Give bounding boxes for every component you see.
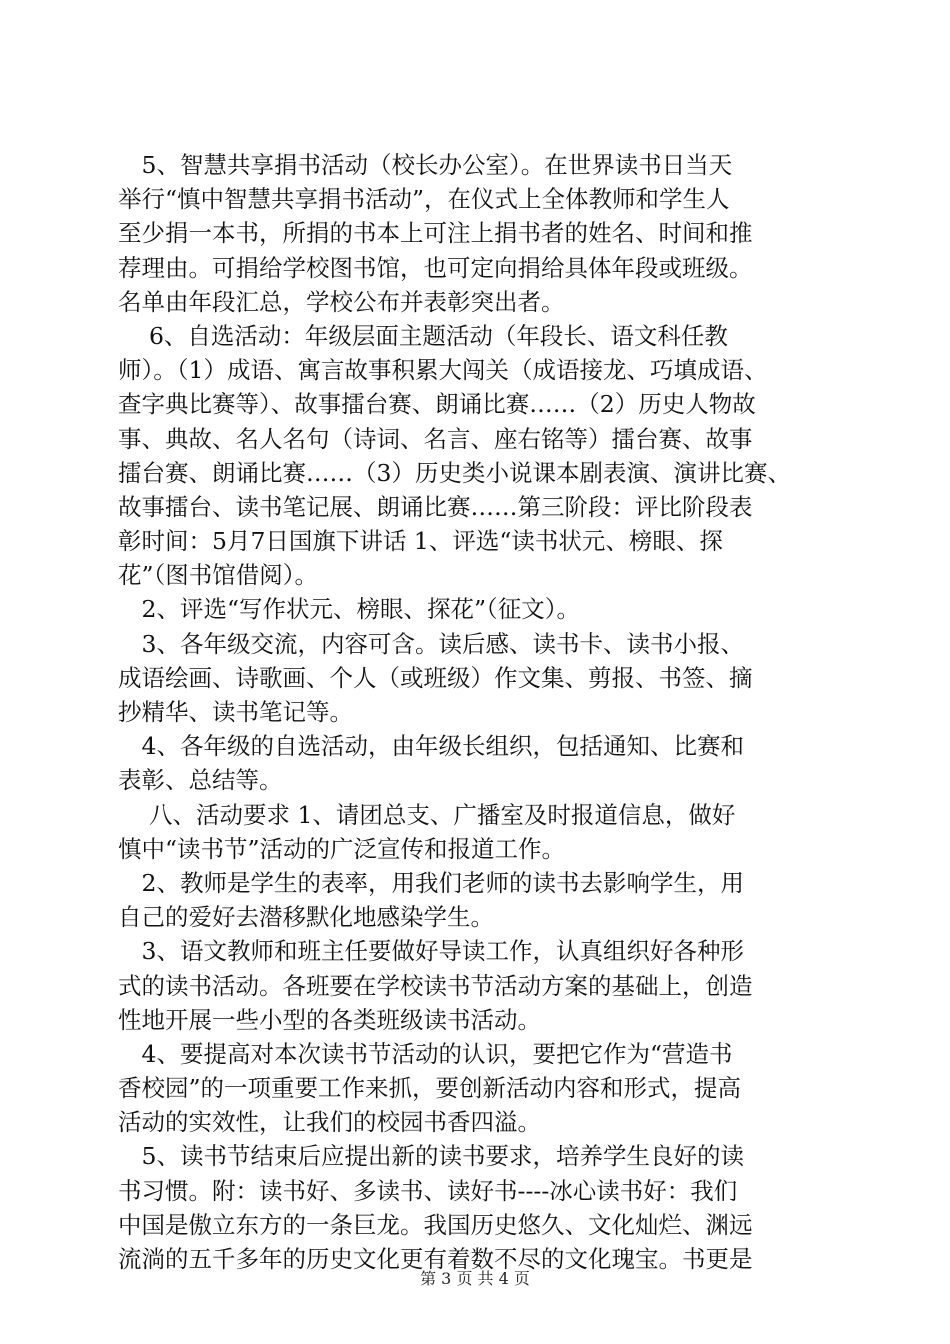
text-line: 师）。（1）成语、寓言故事积累大闯关（成语接龙、巧填成语、	[118, 356, 768, 385]
text-line: 表彰、总结等。	[118, 766, 283, 795]
text-line: 式的读书活动。各班要在学校读书节活动方案的基础上，创造	[118, 971, 753, 1000]
text-line: 2、评选“写作状元、榜眼、探花”（征文）。	[118, 595, 580, 624]
text-line: 荐理由。可捐给学校图书馆，也可定向捐给具体年段或班级。	[118, 253, 753, 282]
text-line: 中国是傲立东方的一条巨龙。我国历史悠久、文化灿烂、渊远	[118, 1210, 753, 1239]
text-line: 5、智慧共享捐书活动（校长办公室）。在世界读书日当天	[118, 151, 733, 179]
text-line: 抄精华、读书笔记等。	[118, 698, 353, 726]
text-line: 成语绘画、诗歌画、个人（或班级）作文集、剪报、书签、摘	[118, 663, 753, 692]
text-line: 查字典比赛等）、故事擂台赛、朗诵比赛……（2）历史人物故	[118, 390, 756, 419]
text-line: 花”（图书馆借阅）。	[118, 561, 319, 590]
text-line: 故事擂台、读书笔记展、朗诵比赛……第三阶段：评比阶段表	[118, 492, 753, 521]
text-line: 4、各年级的自选活动，由年级长组织，包括通知、比赛和	[118, 732, 744, 761]
text-line: 八、活动要求 1、请团总支、广播室及时报道信息，做好	[118, 800, 736, 829]
text-line: 4、要提高对本次读书节活动的认识，要把它作为“营造书	[118, 1039, 733, 1068]
text-line: 5、读书节结束后应提出新的读书要求，培养学生良好的读	[118, 1142, 744, 1171]
text-line: 至少捐一本书，所捐的书本上可注上捐书者的姓名、时间和推	[118, 219, 753, 248]
text-line: 流淌的五千多年的历史文化更有着数不尽的文化瑰宝。书更是	[118, 1245, 753, 1273]
text-line: 自己的爱好去潜移默化地感染学生。	[118, 903, 494, 932]
text-line: 名单由年段汇总，学校公布并表彰突出者。	[118, 287, 565, 316]
text-line: 擂台赛、朗诵比赛……（3）历史类小说课本剧表演、演讲比赛、	[118, 458, 791, 487]
text-line: 慎中“读书节”活动的广泛宣传和报道工作。	[118, 834, 566, 863]
text-line: 书习惯。附：读书好、多读书、读好书----冰心读书好：我们	[118, 1176, 738, 1205]
text-line: 彰时间：5月7日国旗下讲话 1、评选“读书状元、榜眼、探	[118, 527, 723, 556]
page-footer: 第 3 页 共 4 页	[420, 1269, 530, 1288]
text-line: 3、语文教师和班主任要做好导读工作，认真组织好各种形	[118, 937, 744, 966]
text-line: 举行“慎中智慧共享捐书活动”，在仪式上全体教师和学生人	[118, 185, 730, 214]
text-line: 3、各年级交流，内容可含。读后感、读书卡、读书小报、	[118, 629, 744, 658]
text-line: 香校园”的一项重要工作来抓，要创新活动内容和形式，提高	[118, 1074, 742, 1103]
document-body	[118, 148, 832, 1276]
text-line: 活动的实效性，让我们的校园书香四溢。	[118, 1108, 541, 1137]
text-line: 6、自选活动：年级层面主题活动（年段长、语文科任教	[118, 321, 728, 350]
text-line: 2、教师是学生的表率，用我们老师的读书去影响学生，用	[118, 868, 744, 897]
text-line: 事、典故、名人名句（诗词、名言、座右铭等）擂台赛、故事	[118, 424, 753, 453]
text-line: 性地开展一些小型的各类班级读书活动。	[118, 1005, 541, 1034]
